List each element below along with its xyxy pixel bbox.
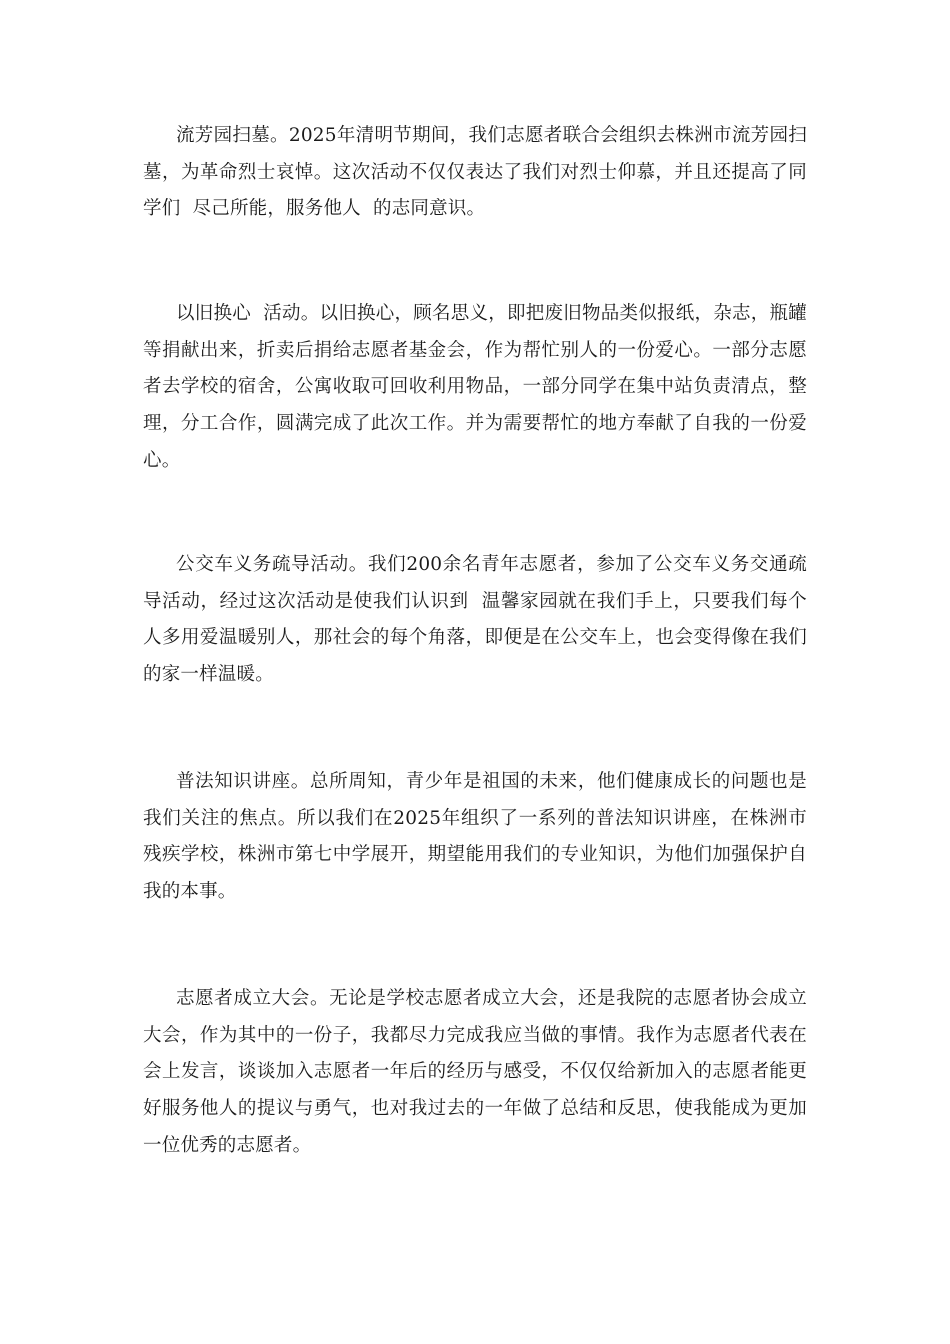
paragraph-old-for-heart: 以旧换心 活动。以旧换心，顾名思义，即把废旧物品类似报纸，杂志，瓶罐等捐献出来，折卖后捐给志愿者基金会，作为帮忙别人的一份爱心。一部分志愿者去学校的宿舍，公寓收取可回收利用物品，一部分同学在集中站负责清点，整理，分工合作，圆满完成了此次工作。并为需要帮忙的地方奉献了自我的一份爱心。 <box>143 303 807 471</box>
paragraph-tomb-sweeping: 流芳园扫墓。2025年清明节期间，我们志愿者联合会组织去株洲市流芳园扫墓，为革命烈士哀悼。这次活动不仅仅表达了我们对烈士仰慕，并且还提高了同学们 尽己所能，服务他人 的志同意识。 <box>143 125 807 220</box>
paragraph-legal-lectures: 普法知识讲座。总所周知，青少年是祖国的未来，他们健康成长的问题也是我们关注的焦点。所以我们在2025年组织了一系列的普法知识讲座，在株洲市残疾学校，株洲市第七中学展开，期望能用我们的专业知识，为他们加强保护自我的本事。 <box>143 771 807 903</box>
paragraph-bus-guidance: 公交车义务疏导活动。我们200余名青年志愿者，参加了公交车义务交通疏导活动，经过这次活动是使我们认识到 温馨家园就在我们手上，只要我们每个人多用爱温暖别人，那社会的每个角落，即便是在公交车上，也会变得像在我们的家一样温暖。 <box>143 554 807 686</box>
paragraph-volunteer-conference: 志愿者成立大会。无论是学校志愿者成立大会，还是我院的志愿者协会成立大会，作为其中的一份子，我都尽力完成我应当做的事情。我作为志愿者代表在会上发言，谈谈加入志愿者一年后的经历与感受，不仅仅给新加入的志愿者能更好服务他人的提议与勇气，也对我过去的一年做了总结和反思，使我能成为更加一位优秀的志愿者。 <box>143 988 807 1156</box>
